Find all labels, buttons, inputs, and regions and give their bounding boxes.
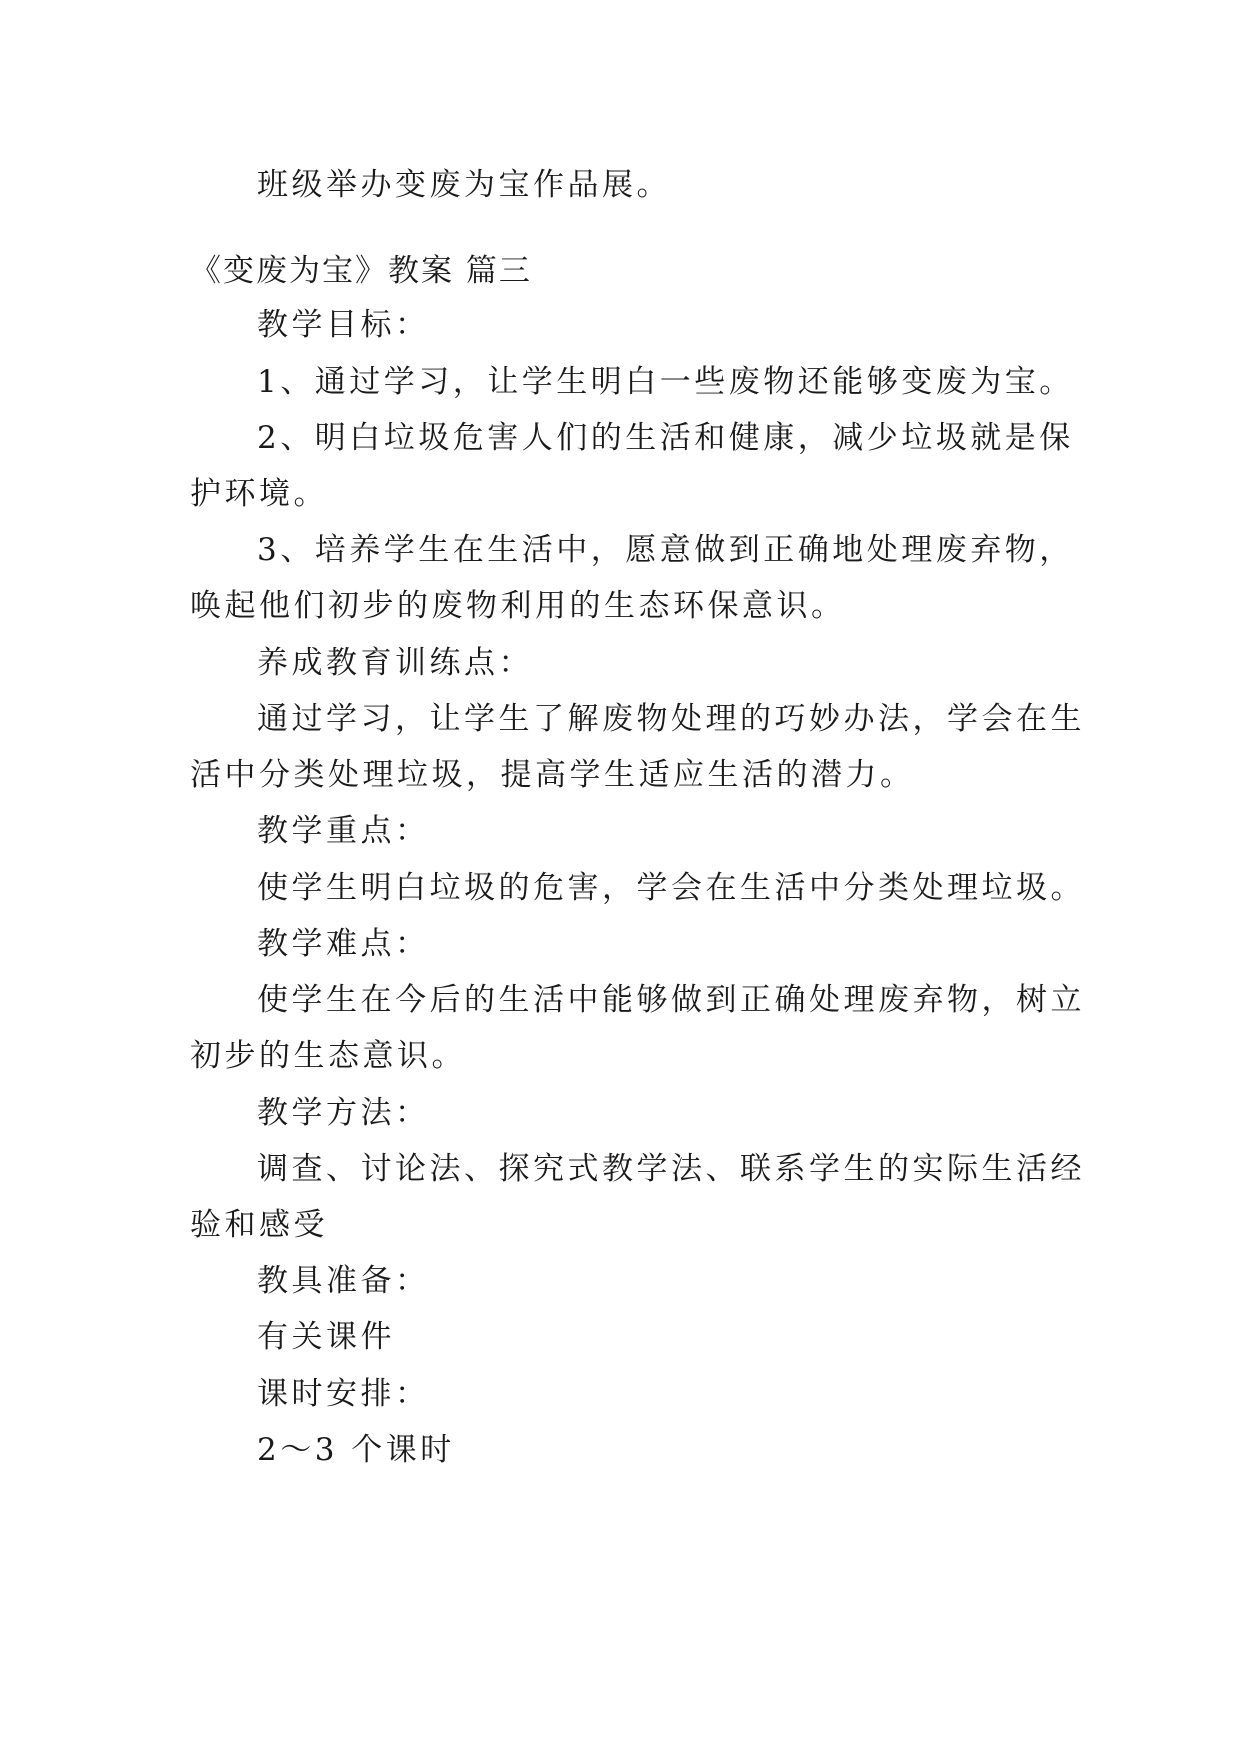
- methods-text: 调查、讨论法、探究式教学法、联系学生的实际生活经: [257, 1151, 1085, 1187]
- closing-activity-line: 班级举办变废为宝作品展。: [257, 167, 671, 203]
- goal-1: 1、通过学习，让学生明白一些废物还能够变废为宝。: [257, 364, 1074, 400]
- habit-training-text-continued: 活中分类处理垃圾，提高学生适应生活的潜力。: [190, 757, 915, 793]
- difficulties-label: 教学难点：: [257, 926, 430, 962]
- teaching-aids-text: 有关课件: [257, 1319, 395, 1355]
- difficulties-text: 使学生在今后的生活中能够做到正确处理废弃物，树立: [257, 982, 1085, 1018]
- key-points-label: 教学重点：: [257, 813, 430, 849]
- methods-label: 教学方法：: [257, 1095, 430, 1131]
- teaching-goals-label: 教学目标：: [257, 307, 430, 343]
- key-points-text: 使学生明白垃圾的危害，学会在生活中分类处理垃圾。: [257, 870, 1085, 906]
- methods-text-continued: 验和感受: [190, 1207, 328, 1243]
- goal-2-continued: 护环境。: [190, 476, 328, 512]
- goal-3-continued: 唤起他们初步的废物利用的生态环保意识。: [190, 588, 846, 624]
- section-heading: 《变废为宝》教案 篇三: [190, 253, 532, 289]
- habit-training-text: 通过学习，让学生了解废物处理的巧妙办法，学会在生: [257, 701, 1085, 737]
- goal-3: 3、培养学生在生活中，愿意做到正确地处理废弃物，: [257, 532, 1074, 568]
- teaching-aids-label: 教具准备：: [257, 1263, 430, 1299]
- goal-2: 2、明白垃圾危害人们的生活和健康，减少垃圾就是保: [257, 420, 1074, 456]
- habit-training-label: 养成教育训练点：: [257, 645, 533, 681]
- schedule-label: 课时安排：: [257, 1376, 430, 1412]
- schedule-text: 2～3 个课时: [257, 1432, 455, 1468]
- difficulties-text-continued: 初步的生态意识。: [190, 1038, 466, 1074]
